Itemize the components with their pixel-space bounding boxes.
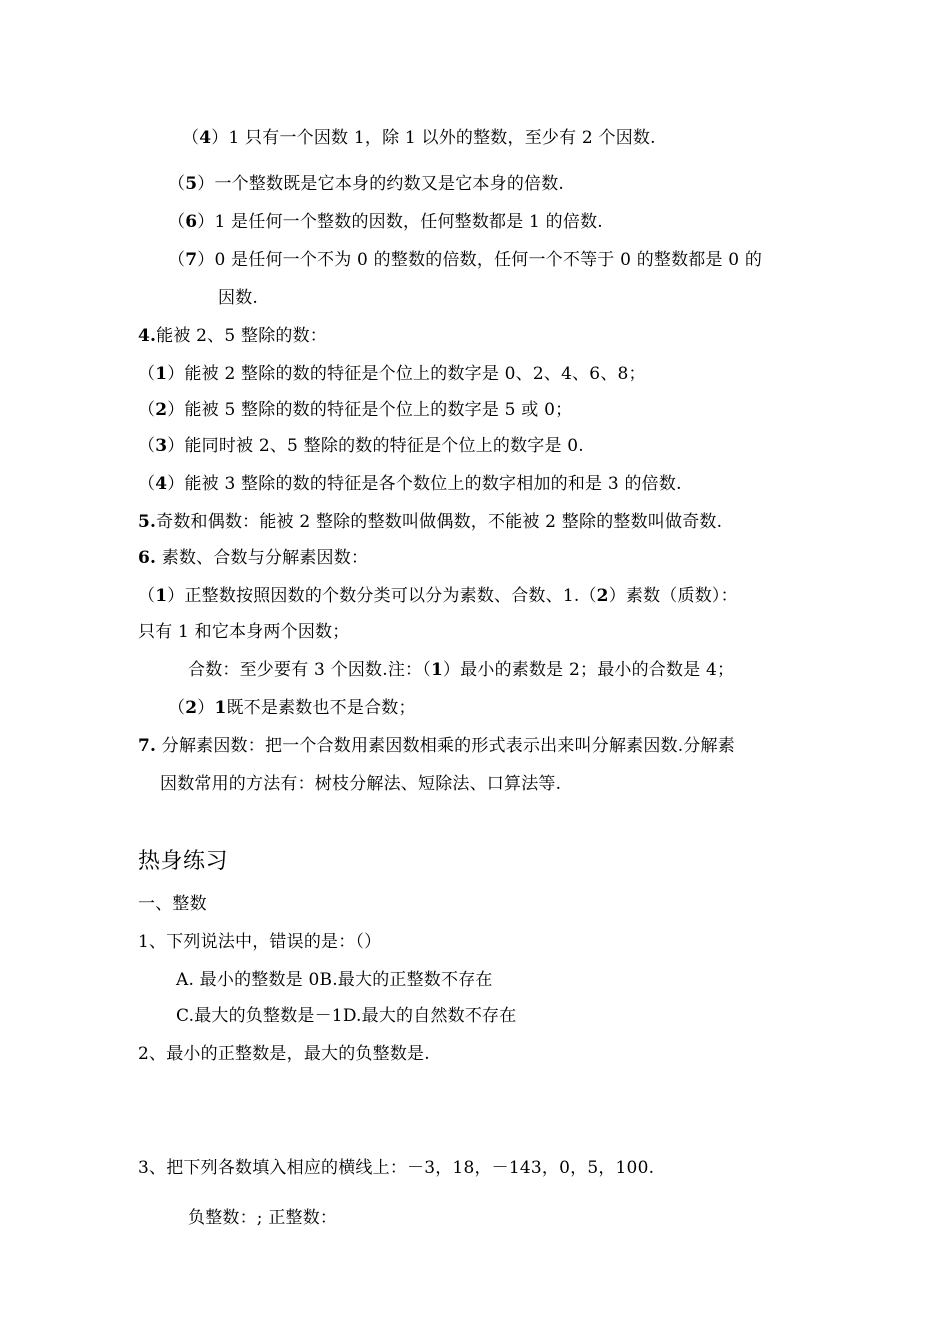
section-4-item-4: （4）能被 3 整除的数的特征是各个数位上的数字相加的和是 3 的倍数.: [138, 474, 682, 494]
section-6-line-1: （1）正整数按照因数的个数分类可以分为素数、合数、1.（2）素数（质数）：: [138, 586, 738, 606]
section-4-item-3: （3）能同时被 2、5 整除的数的特征是个位上的数字是 0.: [138, 436, 584, 456]
section-4-item-4-number: 4: [155, 474, 168, 494]
section-6-line-2: 只有 1 和它本身两个因数；: [138, 622, 350, 642]
point-4-number: 4: [199, 128, 212, 148]
section-4-number: 4.: [138, 326, 157, 346]
question-1-options-cd: C.最大的负整数是－1D.最大的自然数不存在: [176, 1006, 517, 1026]
question-3-sub: 负整数：; 正整数：: [188, 1208, 338, 1228]
section-6-line-4: （2）1既不是素数也不是合数；: [168, 698, 416, 718]
section-4-item-3-number: 3: [155, 436, 168, 456]
point-6: （6）1 是任何一个整数的因数，任何整数都是 1 的倍数.: [168, 212, 603, 232]
section-7: [138, 734, 735, 758]
question-1: 1、下列说法中，错误的是：（）: [138, 932, 382, 952]
point-4-text: 1 只有一个因数 1，除 1 以外的整数，至少有 2 个因数.: [228, 128, 656, 148]
section-6-title-text: 素数、合数与分解素因数：: [156, 548, 369, 568]
section-6-line-3: [188, 658, 734, 682]
section-4-item-4-text: 能被 3 整除的数的特征是各个数位上的数字相加的和是 3 的倍数.: [184, 474, 682, 494]
question-3: 3、把下列各数填入相应的横线上：－3，18，－143，0，5，100.: [138, 1158, 655, 1178]
section-4-item-2-number: 2: [155, 400, 168, 420]
section-6-line-4-text: 既不是素数也不是合数；: [226, 698, 416, 718]
point-5-number: 5: [185, 174, 198, 194]
section-5-text: 奇数和偶数：能被 2 整除的整数叫做偶数，不能被 2 整除的整数叫做奇数.: [156, 512, 723, 532]
section-7-continuation: 因数常用的方法有：树枝分解法、短除法、口算法等.: [160, 774, 562, 794]
section-6-line-1-text-b: 素数（质数）：: [625, 586, 738, 606]
section-4-item-2: （2）能被 5 整除的数的特征是个位上的数字是 5 或 0；: [138, 400, 573, 420]
point-6-text: 1 是任何一个整数的因数，任何整数都是 1 的倍数.: [214, 212, 603, 232]
point-5: （5）一个整数既是它本身的约数又是它本身的倍数.: [168, 174, 565, 194]
section-7-number: 7.: [138, 736, 157, 756]
point-7-number: 7: [185, 250, 198, 270]
section-4-item-2-text: 能被 5 整除的数的特征是个位上的数字是 5 或 0；: [184, 400, 573, 420]
point-5-text: 一个整数既是它本身的约数又是它本身的倍数.: [214, 174, 565, 194]
section-6-line-4-bold: 1: [214, 698, 227, 718]
point-7-text: 0 是任何一个不为 0 的整数的倍数，任何一个不等于 0 的整数都是 0 的: [214, 250, 763, 270]
section-6-line-4-number: 2: [185, 698, 198, 718]
section-5-number: 5.: [138, 512, 157, 532]
point-4: （4）1 只有一个因数 1，除 1 以外的整数，至少有 2 个因数.: [182, 128, 656, 148]
question-1-options-ab: A. 最小的整数是 0B.最大的正整数不存在: [176, 970, 493, 990]
section-6-title: [138, 546, 368, 570]
section-4-title: [138, 324, 327, 348]
warmup-part-1: 一、整数: [138, 894, 207, 914]
section-7-text: 分解素因数：把一个合数用素因数相乘的形式表示出来叫分解素因数.分解素: [156, 736, 735, 756]
point-7-continuation: 因数.: [218, 288, 259, 308]
point-6-number: 6: [185, 212, 198, 232]
section-6-line-1-number-a: 1: [155, 586, 168, 606]
point-7: （7）0 是任何一个不为 0 的整数的倍数，任何一个不等于 0 的整数都是 0 的: [168, 250, 763, 270]
section-6-line-3-text-a: 合数：至少要有 3 个因数.注：（: [188, 660, 431, 680]
section-4-item-1-text: 能被 2 整除的数的特征是个位上的数字是 0、2、4、6、8；: [184, 364, 646, 384]
section-6-line-3-number: 1: [430, 660, 443, 680]
section-6-line-1-text-a: 正整数按照因数的个数分类可以分为素数、合数、1.: [184, 586, 580, 606]
warmup-heading: 热身练习: [138, 849, 229, 874]
section-4-item-1-number: 1: [155, 364, 168, 384]
section-6-line-3-text-b: ）最小的素数是 2；最小的合数是 4；: [442, 660, 735, 680]
section-5: [138, 510, 722, 534]
question-2: 2、最小的正整数是，最大的负整数是.: [138, 1044, 430, 1064]
section-4-item-1: （1）能被 2 整除的数的特征是个位上的数字是 0、2、4、6、8；: [138, 364, 646, 384]
section-6-line-1-number-b: 2: [596, 586, 609, 606]
section-6-number: 6.: [138, 548, 157, 568]
section-4-title-text: 能被 2、5 整除的数：: [156, 326, 327, 346]
section-4-item-3-text: 能同时被 2、5 整除的数的特征是个位上的数字是 0.: [184, 436, 584, 456]
